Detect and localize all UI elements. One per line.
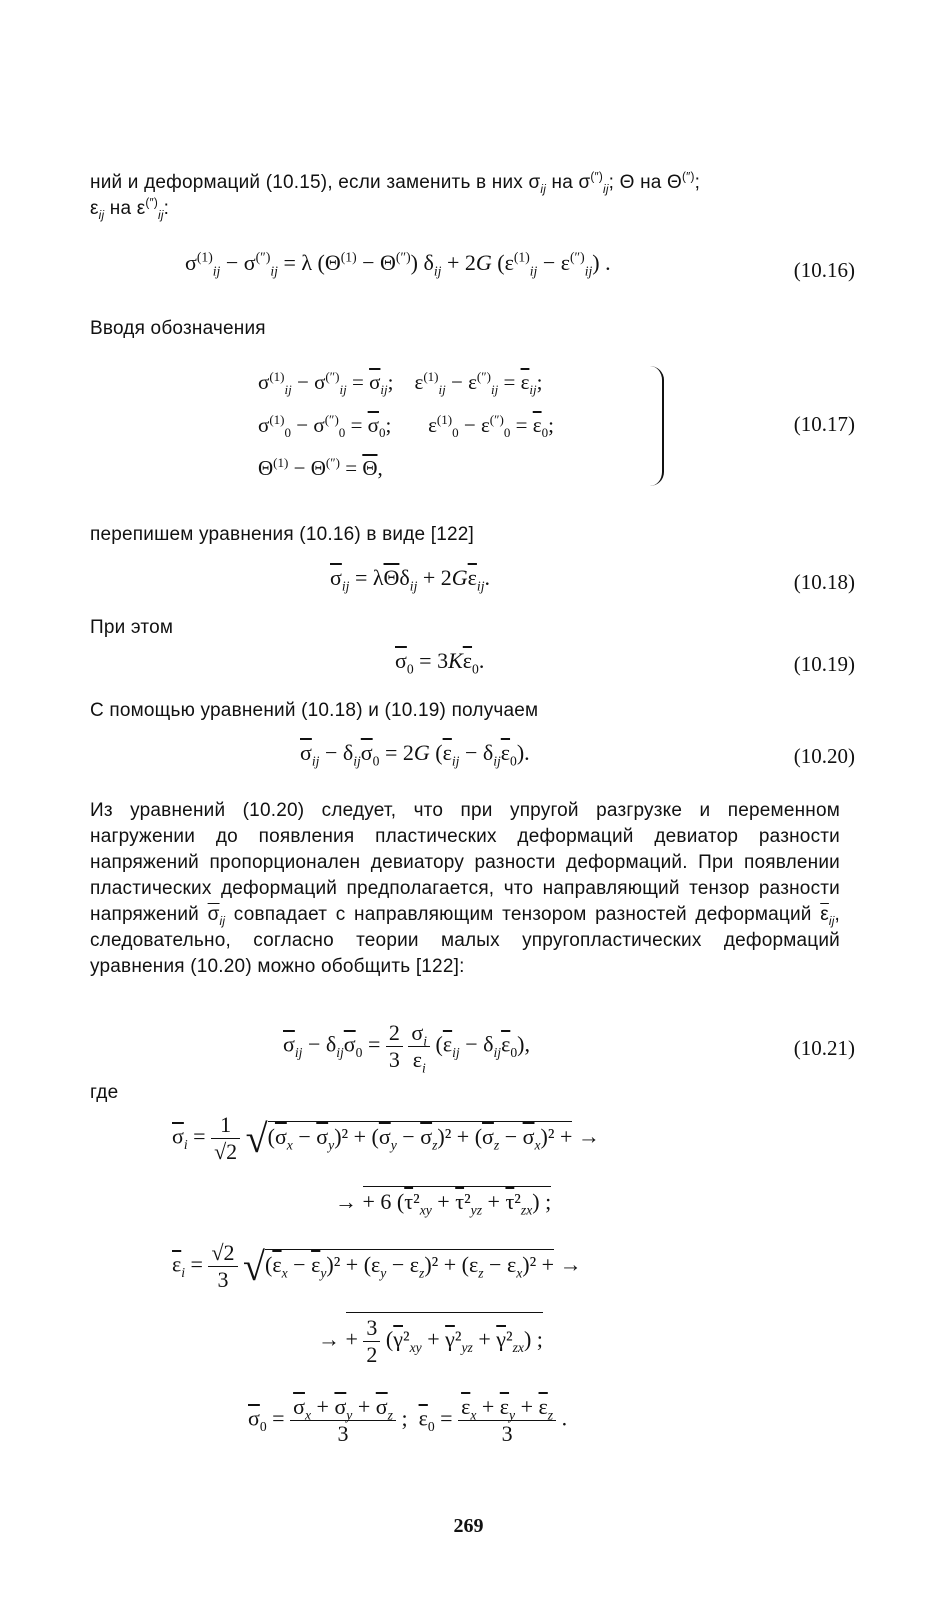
pri-etom-text: При этом <box>90 617 174 638</box>
vvodya-text: Вводя обозначения <box>90 318 266 339</box>
equation-10-17-line-2: $\sigma^{(1)}_0 - \sigma^{('')}_0 = \overline{\sigma}_0$; $\varepsilon^{(1)}_0 - \varepsilon^{('')}_0 = \overline{\varepsilon}_0$; <box>258 412 554 441</box>
s-pomoshyu-text: С помощью уравнений (10.18) и (10.19) получаем <box>90 700 539 721</box>
equation-10-21: $\overline{\sigma}_{ij} - \delta_{ij}\overline{\sigma}_0$ = $\frac{2}{3}$ $\frac{\sigma_i}{\varepsilon_i}$ $(\overline{\varepsilon}_{ij} - \delta_{ij}\overline{\varepsilon}_0)$, <box>283 1020 530 1076</box>
equation-number-20: (10.20) <box>793 744 855 768</box>
main-paragraph: Из уравнений (10.20) следует, что при упругой разгрузке и переменном нагружении до появления пластических деформаций девиатор разности напряжений пропорционален девиатору разности деформаций. При появлении пластических деформаций предполагается, что направляющий тензор разности напряжений $\overline{\sigma}_{ij}$ совпадает с направляющим тензором разностей деформаций $\overline{\varepsilon}_{ij}$, следовательно, согласно теории малых упругопластических деформаций уравнения (10.20) можно обобщить [122]: <box>90 800 841 977</box>
equation-number-21: (10.21) <box>793 1036 855 1060</box>
equation-10-18: $\overline{\sigma}_{ij} = \lambda\overline{\Theta}\delta_{ij} + 2G\overline{\varepsilon}_{ij}$. <box>330 565 490 594</box>
equation-number-19: (10.19) <box>793 652 855 676</box>
equation-10-16: $\sigma^{(1)}_{ij} - \sigma^{('')}_{ij} = \lambda$ $(\Theta^{(1)} - \Theta^{('')}) \delta_{ij} + 2G$ $(\varepsilon^{(1)}_{ij} - \varepsilon^{('')}_{ij})$ . <box>185 249 611 279</box>
equation-10-17-line-1: $\sigma^{(1)}_{ij} - \sigma^{('')}_{ij} = \overline{\sigma}_{ij}$; $\varepsilon^{(1)}_{ij} - \varepsilon^{('')}_{ij} = \overline{\varepsilon}_{ij}$; <box>258 369 543 398</box>
gde-text: где <box>90 1082 119 1103</box>
perepishem-text: перепишем уравнения (10.16) в виде [122] <box>90 524 475 545</box>
right-brace <box>648 366 664 486</box>
equation-10-20: $\overline{\sigma}_{ij} - \delta_{ij}\overline{\sigma}_0 = 2G$ $(\overline{\varepsilon}_{ij} - \delta_{ij}\overline{\varepsilon}_0)$. <box>300 740 530 769</box>
equation-number-16: (10.16) <box>793 258 855 282</box>
equation-sigma0-eps0: $\overline{\sigma}_0$ = $\frac{\overline{\sigma}_x + \overline{\sigma}_y + \overline{\sigma}_z}{3}$ ; $\overline{\varepsilon}_0$ = $\frac{\overline{\varepsilon}_x + \overline{\varepsilon}_y + \overline{\varepsilon}_z}{3}$ . <box>248 1394 568 1446</box>
equation-eps-i-line-2: → + $\frac{3}{2}$ $(\overline{\gamma}^2_{xy} + \overline{\gamma}^2_{yz} + \overline{\gamma}^2_{zx})$ ; <box>318 1312 543 1368</box>
equation-number-17: (10.17) <box>793 412 855 436</box>
page-number: 269 <box>453 1515 484 1537</box>
equation-sigma-i-line-2: → + 6 $(\overline{\tau}^2_{xy} + \overline{\tau}^2_{yz} + \overline{\tau}^2_{zx})$ ; <box>335 1186 551 1215</box>
equation-10-19: $\overline{\sigma}_0 = 3K\overline{\varepsilon}_0$. <box>395 648 485 677</box>
equation-sigma-i-line-1: $\overline{\sigma}_i$ = $\frac{1}{√2}$ $√(\overline{\sigma}_x - \overline{\sigma}_y)^2 + (\overline{\sigma}_y - \overline{\sigma}_z)^2 + (\overline{\sigma}_z - \overline{\sigma}_x)^2$ + → <box>172 1112 600 1164</box>
equation-10-17-line-3: $\Theta^{(1)} - \Theta^{('')} = \overline{\Theta}$, <box>258 455 383 480</box>
intro-text: ний и деформаций (10.15), если заменить в них $\sigma_{ij}$ на $\sigma^{('')}_{ij}$; Θ на Θ(″); $\varepsilon_{ij}$ на $\varepsilon^{('')}_{ij}$: <box>90 170 701 222</box>
equation-eps-i-line-1: $\overline{\varepsilon}_i$ = $\frac{√2}{3}$ $√(\overline{\varepsilon}_x - \overline{\varepsilon}_y)^2 + (\varepsilon_y - \varepsilon_z)^2 + (\varepsilon_z - \varepsilon_x)^2$ + → <box>172 1240 582 1292</box>
equation-number-18: (10.18) <box>793 570 855 594</box>
